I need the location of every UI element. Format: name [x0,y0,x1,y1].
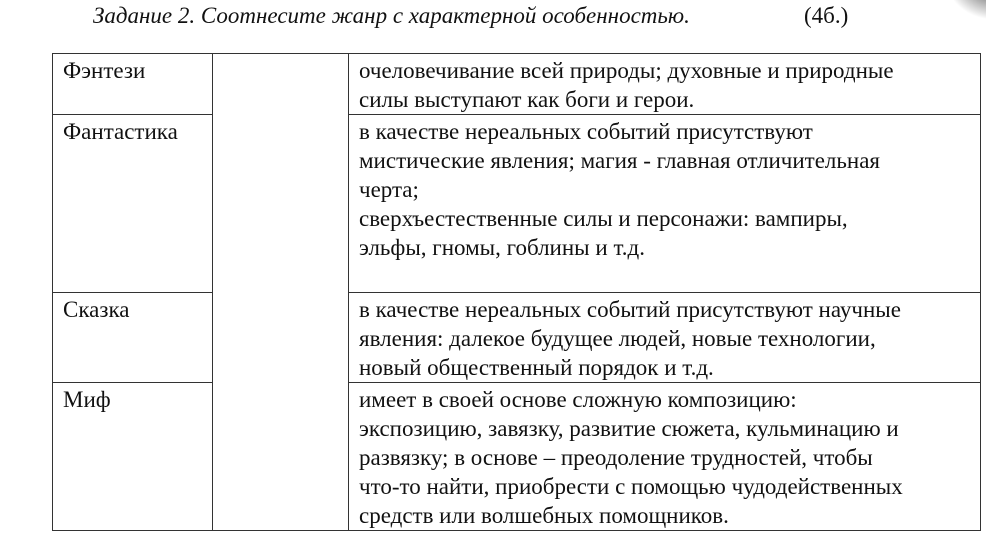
description-line: экспозицию, завязку, развитие сюжета, кульминацию и [359,416,899,441]
description-line: черта; [359,177,419,202]
genre-label: Сказка [63,297,130,322]
description-line: что-то найти, приобрести с помощью чудодейственных [359,474,903,499]
description-line: средств или волшебных помощников. [359,503,729,528]
description-line: имеет в своей основе сложную композицию: [359,387,797,412]
genre-label: Фэнтези [63,58,146,83]
description-line: развязку; в основе – преодоление трудностей, чтобы [359,445,873,470]
task-title: Задание 2. Соотнесите жанр с характерной особенностью. [93,3,690,28]
task-points: (4б.) [804,3,849,28]
description-cell [349,54,981,115]
genre-cell [53,293,213,383]
description-line: очеловечивание всей природы; духовные и природные [359,58,894,83]
description-line: явления: далекое будущее людей, новые технологии, [359,326,876,351]
page-corner-shadow [946,0,986,20]
answer-column[interactable] [213,54,349,531]
description-cell [349,115,981,293]
description-line: новый общественный порядок и т.д. [359,355,714,380]
table-row [53,115,981,293]
genre-cell [53,54,213,115]
genre-label: Миф [63,387,111,412]
genre-cell [53,383,213,531]
description-line: сверхъестественные силы и персонажи: вампиры, [359,206,848,231]
description-line: в качестве нереальных событий присутствуют [359,119,813,144]
table-row [53,293,981,383]
description-line: мистические явления; магия - главная отличительная [359,148,880,173]
matching-table [52,53,981,531]
genre-cell [53,115,213,293]
description-line: эльфы, гномы, гоблины и т.д. [359,235,645,260]
table-row [53,383,981,531]
description-line: силы выступают как боги и герои. [359,87,695,112]
description-cell [349,383,981,531]
table-row [53,54,981,115]
description-line: в качестве нереальных событий присутствуют научные [359,297,901,322]
genre-label: Фантастика [63,119,178,144]
description-cell [349,293,981,383]
